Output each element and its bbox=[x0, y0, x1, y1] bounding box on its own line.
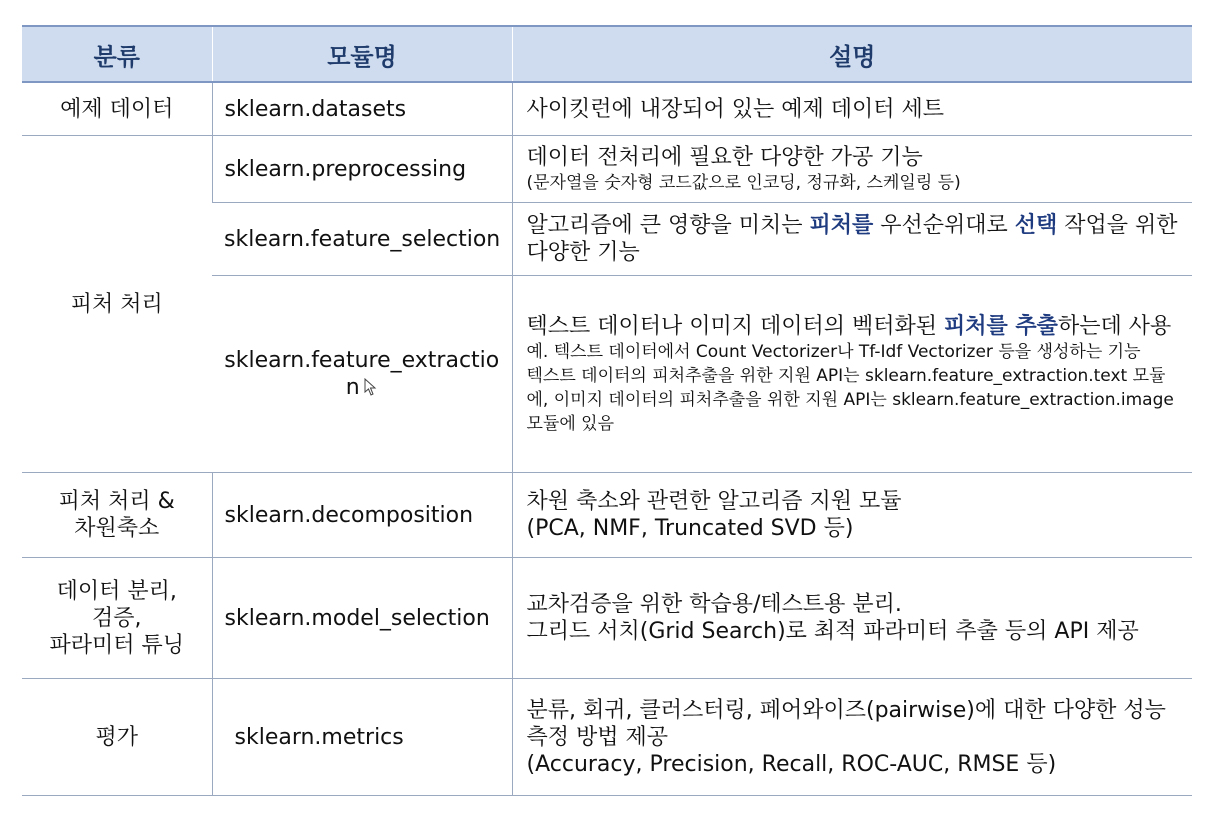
category-cell: 예제 데이터 bbox=[22, 82, 212, 136]
module-cell bbox=[212, 679, 512, 796]
module-cell bbox=[212, 276, 512, 473]
highlight-feature: 피처를 bbox=[809, 213, 874, 238]
module-table-wrapper bbox=[22, 25, 1192, 796]
category-line: 피처 처리 & bbox=[58, 489, 175, 514]
category-line: 차원축소 bbox=[74, 516, 160, 541]
description-text: 알고리즘에 큰 영향을 미치는 bbox=[526, 213, 810, 238]
table-row-datasets bbox=[22, 82, 1192, 136]
category-cell bbox=[22, 558, 212, 679]
highlight-selection: 선택 bbox=[1014, 213, 1058, 238]
category-line: 파라미터 튜닝 bbox=[49, 632, 184, 658]
category-cell: 평가 bbox=[22, 679, 212, 796]
description-note: (Accuracy, Precision, Recall, ROC-AUC, RMSE 등) bbox=[526, 751, 1057, 777]
description-text: 분류, 회귀, 클러스터링, 페어와이즈(pairwise)에 대한 다양한 성능 측정 방법 제공 bbox=[526, 697, 1166, 750]
module-name-tail: n bbox=[345, 375, 360, 400]
description-text bbox=[527, 313, 1181, 340]
module-name-line1: sklearn.feature_extractio bbox=[224, 348, 500, 373]
description-text: 작업을 위한 다양한 기능 bbox=[526, 213, 1178, 265]
table-row-model-selection bbox=[22, 558, 1192, 679]
description-note: (문자열을 숫자형 코드값으로 인코딩, 정규화, 스케일링 등) bbox=[526, 172, 961, 193]
description-cell bbox=[512, 136, 1192, 203]
description-text: 데이터 전처리에 필요한 다양한 가공 기능 bbox=[526, 144, 923, 170]
description-note: 예. 텍스트 데이터에서 Count Vectorizer나 Tf-Idf Vectorizer 등을 생성하는 기능 bbox=[526, 341, 1141, 362]
description-text: 우선순위대로 bbox=[873, 213, 1015, 238]
header-description: 설명 bbox=[512, 26, 1192, 82]
module-cell: sklearn.model_selection bbox=[212, 558, 512, 679]
description-cell: 사이킷런에 내장되어 있는 예제 데이터 세트 bbox=[512, 82, 1192, 136]
table-row-preprocessing bbox=[22, 136, 1192, 203]
module-cell: sklearn.decomposition bbox=[212, 473, 512, 558]
highlight-feature-extraction: 피처를 추출 bbox=[944, 313, 1058, 339]
description-text: 교차검증을 위한 학습용/테스트용 분리. bbox=[526, 592, 902, 617]
category-line: 검증, bbox=[92, 605, 142, 631]
sklearn-module-table bbox=[22, 25, 1192, 796]
table-row-metrics bbox=[22, 679, 1192, 796]
description-note: 텍스트 데이터의 피처추출을 위한 지원 API는 sklearn.feature_extraction.text 모듈에, 이미지 데이터의 피처추출을 위한 지원 API는 sklearn.feature_extraction.image 모듈에 있음 bbox=[526, 365, 1174, 434]
mouse-cursor-icon bbox=[364, 378, 378, 396]
category-cell-feature-processing: 피처 처리 bbox=[22, 136, 212, 473]
description-note: (PCA, NMF, Truncated SVD 등) bbox=[526, 516, 854, 541]
description-cell bbox=[512, 558, 1192, 679]
module-name-line2 bbox=[224, 374, 500, 401]
module-name: sklearn.metrics bbox=[234, 724, 404, 750]
header-module: 모듈명 bbox=[212, 26, 512, 82]
description-text: 차원 축소와 관련한 알고리즘 지원 모듈 bbox=[526, 489, 902, 514]
description-cell bbox=[512, 203, 1192, 276]
table-row-decomposition bbox=[22, 473, 1192, 558]
description-text: 그리드 서치(Grid Search)로 최적 파라미터 추출 등의 API 제공 bbox=[526, 619, 1139, 644]
description-part: 하는데 사용 bbox=[1057, 313, 1172, 339]
category-cell bbox=[22, 473, 212, 558]
description-cell bbox=[512, 276, 1192, 473]
module-cell: sklearn.datasets bbox=[212, 82, 512, 136]
description-part: 텍스트 데이터나 이미지 데이터의 벡터화된 bbox=[526, 313, 945, 339]
description-cell bbox=[512, 473, 1192, 558]
module-cell: sklearn.feature_selection bbox=[212, 203, 512, 276]
module-cell: sklearn.preprocessing bbox=[212, 136, 512, 203]
header-category: 분류 bbox=[22, 26, 212, 82]
description-cell bbox=[512, 679, 1192, 796]
category-line: 데이터 분리, bbox=[56, 578, 177, 604]
table-header-row bbox=[22, 26, 1192, 82]
